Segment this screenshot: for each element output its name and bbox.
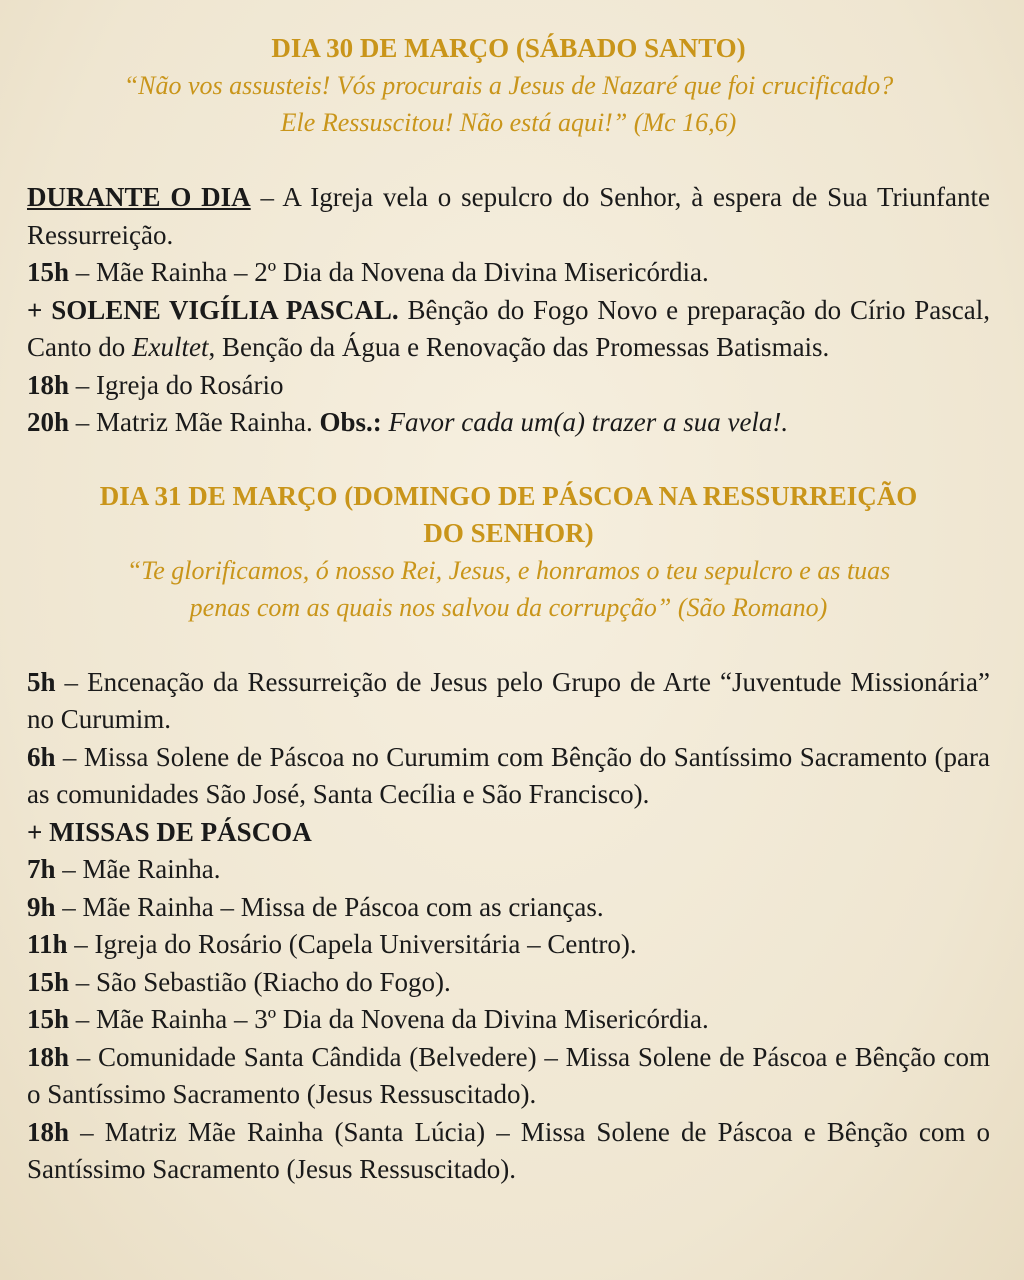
day2-schedule xyxy=(27,664,990,1189)
schedule-item xyxy=(27,964,990,1002)
day1-quote-line1: “Não vos assusteis! Vós procurais a Jesus de Nazaré que foi crucificado? xyxy=(123,71,894,100)
during-day-paragraph xyxy=(27,179,990,254)
vigil-paragraph xyxy=(27,292,990,367)
day1-schedule xyxy=(27,179,990,442)
day2-quote xyxy=(27,552,990,626)
event-time: 7h xyxy=(27,854,56,884)
event-text: – Matriz Mãe Rainha (Santa Lúcia) – Missa Solene de Páscoa e Bênção com o Santíssimo Sacramento (Jesus Ressuscitado). xyxy=(27,1116,990,1184)
vigil-exultet: Exultet xyxy=(132,332,209,362)
event-text: – Mãe Rainha. xyxy=(55,854,221,884)
schedule-item xyxy=(27,1039,990,1114)
day2-heading xyxy=(27,478,990,552)
day2-heading-line1: DIA 31 DE MARÇO (DOMINGO DE PÁSCOA NA RESSURREIÇÃO xyxy=(99,480,918,511)
masses-label xyxy=(27,814,990,852)
schedule-item xyxy=(27,926,990,964)
event-text: – Mãe Rainha – Missa de Páscoa com as crianças. xyxy=(55,891,604,922)
event-time: 15h xyxy=(27,257,70,287)
obs-text: Favor cada um(a) trazer a sua vela!. xyxy=(381,407,789,437)
during-day-label: DURANTE O DIA xyxy=(27,182,251,212)
schedule-item xyxy=(27,739,990,814)
event-text: – Igreja do Rosário (Capela Universitária – Centro). xyxy=(67,929,637,959)
event-time: 18h xyxy=(27,1041,70,1072)
event-text: – Encenação da Ressurreição de Jesus pelo Grupo de Arte “Juventude Missionária” no Curumim. xyxy=(27,666,990,734)
schedule-item xyxy=(27,889,990,927)
vigil-label: + SOLENE VIGÍLIA PASCAL. xyxy=(27,294,399,325)
event-text: – Mãe Rainha – 2º Dia da Novena da Divina Misericórdia. xyxy=(69,257,709,287)
day2-heading-line2: DO SENHOR) xyxy=(423,517,594,548)
schedule-item xyxy=(27,367,990,405)
vigil-text-a: Bênção do Fogo Novo e preparação do Círio Pascal, Canto do xyxy=(27,294,990,362)
event-time: 5h xyxy=(27,666,56,697)
schedule-item xyxy=(27,404,990,442)
schedule-item xyxy=(27,254,990,292)
day1-heading: DIA 30 DE MARÇO (SÁBADO SANTO) xyxy=(271,33,746,63)
event-text: – São Sebastião (Riacho do Fogo). xyxy=(69,966,451,997)
obs-label: Obs.: xyxy=(319,407,382,437)
event-time: 9h xyxy=(27,891,56,922)
event-time: 6h xyxy=(27,741,56,772)
event-time: 15h xyxy=(27,1004,70,1034)
day2-quote-line1: “Te glorificamos, ó nosso Rei, Jesus, e honramos o teu sepulcro e as tuas xyxy=(126,555,891,585)
event-time: 11h xyxy=(27,929,68,959)
schedule-item xyxy=(27,851,990,889)
schedule-item xyxy=(27,1001,990,1039)
schedule-item xyxy=(27,1114,990,1189)
event-time: 18h xyxy=(27,1116,70,1147)
event-text: – Mãe Rainha – 3º Dia da Novena da Divina Misericórdia. xyxy=(69,1004,709,1034)
event-text: – Comunidade Santa Cândida (Belvedere) – Missa Solene de Páscoa e Bênção com o Santíssimo Sacramento (Jesus Ressuscitado). xyxy=(27,1041,990,1109)
vigil-text-b: , Benção da Água e Renovação das Promessas Batismais. xyxy=(208,332,830,362)
schedule-item xyxy=(27,664,990,739)
during-day-text: – A Igreja vela o sepulcro do Senhor, à espera de Sua Triunfante Ressurreição. xyxy=(27,182,990,250)
event-time: 15h xyxy=(27,966,70,997)
masses-label-text: + MISSAS DE PÁSCOA xyxy=(27,816,312,847)
day1-quote-line2: Ele Ressuscitou! Não está aqui!” (Mc 16,6) xyxy=(280,108,737,137)
event-time: 20h xyxy=(27,407,70,437)
event-time: 18h xyxy=(27,369,70,400)
day1-quote xyxy=(27,67,990,141)
event-text: – Missa Solene de Páscoa no Curumim com Bênção do Santíssimo Sacramento (para as comunidades São José, Santa Cecília e São Francisco). xyxy=(27,741,990,809)
day2-quote-line2: penas com as quais nos salvou da corrupção” (São Romano) xyxy=(189,592,828,622)
event-text: – Matriz Mãe Rainha. xyxy=(69,407,320,437)
event-text: – Igreja do Rosário xyxy=(69,369,284,400)
